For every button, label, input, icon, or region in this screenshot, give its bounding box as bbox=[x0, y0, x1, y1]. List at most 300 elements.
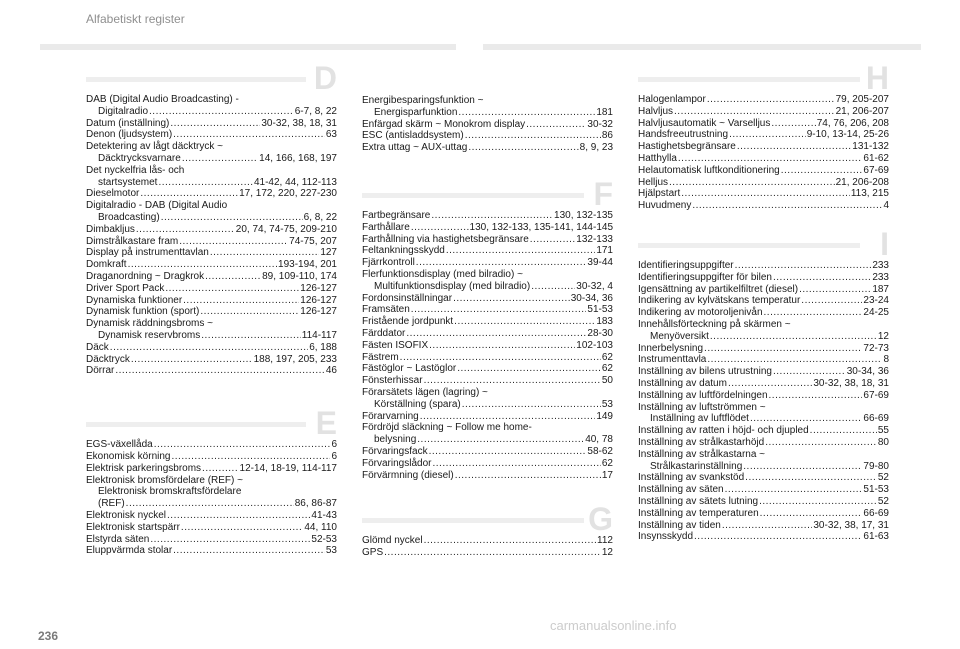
entry-label: Indikering av kylvätskans temperatur bbox=[638, 295, 801, 307]
index-entry bbox=[86, 283, 337, 295]
entry-label: Multifunktionsdisplay (med bilradio) bbox=[374, 280, 531, 292]
section-entries-e-cont bbox=[362, 95, 613, 154]
entry-label: Förarvarning bbox=[362, 410, 419, 422]
dot-leader bbox=[455, 470, 601, 482]
dot-leader bbox=[424, 375, 601, 387]
page-number: 236 bbox=[38, 629, 59, 643]
index-entry bbox=[86, 271, 337, 283]
index-entry bbox=[362, 316, 613, 328]
entry-pages: 113, 215 bbox=[850, 188, 889, 200]
dot-leader bbox=[458, 107, 595, 119]
entry-pages: 86 bbox=[601, 130, 613, 142]
entry-label: belysning bbox=[374, 434, 417, 446]
index-entry bbox=[362, 245, 613, 257]
entry-pages: 67-69 bbox=[863, 389, 889, 401]
index-entry bbox=[638, 307, 889, 319]
index-entry bbox=[638, 106, 889, 118]
entry-pages: 66-69 bbox=[863, 413, 889, 425]
index-entry bbox=[638, 129, 889, 141]
entry-pages: 6-7, 8, 22 bbox=[294, 105, 337, 117]
entry-row bbox=[362, 245, 613, 257]
entry-label: Fästöglor ~ Lastöglor bbox=[362, 363, 457, 375]
entry-row bbox=[638, 118, 889, 130]
entry-label: Däck bbox=[86, 341, 109, 353]
index-entry bbox=[362, 446, 613, 458]
entry-row bbox=[362, 470, 613, 482]
entry-label: Digitalradio bbox=[98, 105, 149, 117]
section-letter: F bbox=[593, 175, 613, 212]
entry-heading-line: Elektronisk bromskraftsfördelare bbox=[98, 486, 242, 498]
index-entry bbox=[638, 284, 889, 296]
entry-pages: 112 bbox=[597, 535, 613, 547]
entry-row bbox=[362, 107, 613, 119]
entry-row bbox=[86, 295, 337, 307]
entry-row bbox=[86, 247, 337, 259]
entry-label: Inställning av temperaturen bbox=[638, 507, 759, 519]
section-entries-f bbox=[362, 210, 613, 481]
entry-pages: 51-53 bbox=[587, 304, 613, 316]
entry-pages: 40, 78 bbox=[585, 434, 613, 446]
index-column-1 bbox=[86, 62, 337, 557]
index-entry bbox=[362, 363, 613, 375]
entry-row bbox=[638, 165, 889, 177]
index-entry bbox=[86, 129, 337, 141]
entry-pages: 114-117 bbox=[301, 329, 337, 341]
entry-pages: 149 bbox=[596, 410, 613, 422]
entry-row bbox=[86, 129, 337, 141]
index-entry bbox=[638, 200, 889, 212]
dot-leader bbox=[764, 307, 863, 319]
dot-leader bbox=[773, 366, 846, 378]
section-entries-d bbox=[86, 94, 337, 377]
dot-leader bbox=[158, 177, 253, 189]
entry-row bbox=[86, 451, 337, 463]
entry-label: Elektronisk startspärr bbox=[86, 521, 180, 533]
entry-pages: 233 bbox=[872, 271, 889, 283]
index-entry bbox=[638, 449, 889, 473]
entry-row bbox=[638, 461, 889, 473]
section-entries-g bbox=[362, 535, 613, 559]
entry-label: Förvaringslådor bbox=[362, 457, 432, 469]
index-entry bbox=[86, 534, 337, 546]
entry-pages: 44, 110 bbox=[304, 521, 337, 533]
entry-pages: 30-32 bbox=[587, 118, 613, 130]
entry-label: Handsfreeutrustning bbox=[638, 129, 729, 141]
dot-leader bbox=[465, 130, 601, 142]
dot-leader bbox=[400, 352, 601, 364]
entry-heading-line: Inställning av strålkastarna ~ bbox=[638, 448, 766, 460]
entry-label: EGS-växellåda bbox=[86, 439, 153, 451]
dot-leader bbox=[431, 210, 553, 222]
entry-row bbox=[86, 177, 337, 189]
dot-leader bbox=[801, 295, 862, 307]
dot-leader bbox=[765, 437, 877, 449]
entry-label: Halogenlampor bbox=[638, 94, 706, 105]
header-rule-right bbox=[483, 44, 921, 50]
dot-leader bbox=[725, 484, 863, 496]
index-entry bbox=[362, 387, 613, 411]
entry-label: Förvaringsfack bbox=[362, 445, 428, 457]
dot-leader bbox=[674, 106, 835, 118]
dot-leader bbox=[710, 331, 877, 343]
index-entry bbox=[638, 402, 889, 426]
entry-pages: 6 bbox=[331, 439, 337, 451]
entry-row bbox=[86, 188, 337, 200]
entry-label: Extra uttag ~ AUX-uttag bbox=[362, 142, 468, 154]
entry-label: Dynamisk funktion (sport) bbox=[86, 306, 200, 318]
entry-heading-line: Digitalradio - DAB (Digital Audio bbox=[86, 200, 228, 212]
entry-row bbox=[362, 130, 613, 142]
entry-row bbox=[638, 390, 889, 402]
section-letter: I bbox=[880, 225, 889, 262]
entry-label: Däcktryck bbox=[86, 353, 130, 365]
entry-row bbox=[638, 295, 889, 307]
entry-row bbox=[86, 153, 337, 165]
dot-leader bbox=[165, 283, 299, 295]
entry-row bbox=[638, 94, 889, 106]
entry-pages: 80 bbox=[877, 436, 889, 448]
dot-leader bbox=[200, 306, 299, 318]
index-entry bbox=[362, 234, 613, 246]
index-entry bbox=[86, 295, 337, 307]
index-entry bbox=[86, 365, 337, 377]
entry-pages: 52 bbox=[877, 472, 889, 484]
index-entry bbox=[362, 304, 613, 316]
entry-label: Fjärrkontroll bbox=[362, 257, 415, 269]
section-rule bbox=[362, 193, 584, 198]
entry-pages: 17, 172, 220, 227-230 bbox=[239, 188, 337, 200]
entry-pages: 6 bbox=[331, 450, 337, 462]
dot-leader bbox=[743, 461, 862, 473]
entry-row bbox=[638, 141, 889, 153]
entry-label: Elektrisk parkeringsbroms bbox=[86, 462, 202, 474]
dot-leader bbox=[707, 354, 882, 366]
dot-leader bbox=[728, 378, 812, 390]
entry-pages: 4 bbox=[883, 200, 889, 212]
entry-label: startsystemet bbox=[98, 176, 158, 188]
entry-label: Elektronisk nyckel bbox=[86, 509, 167, 521]
index-entry bbox=[86, 118, 337, 130]
section-header-h bbox=[638, 62, 889, 94]
dot-leader bbox=[773, 272, 871, 284]
entry-row bbox=[362, 210, 613, 222]
entry-row bbox=[638, 520, 889, 532]
dot-leader bbox=[468, 142, 578, 154]
dot-leader bbox=[457, 363, 601, 375]
entry-row bbox=[638, 437, 889, 449]
entry-label: Hjälpstart bbox=[638, 188, 681, 200]
entry-row bbox=[86, 118, 337, 130]
entry-pages: 41-43 bbox=[311, 509, 337, 521]
entry-label: GPS bbox=[362, 547, 384, 559]
entry-row bbox=[86, 283, 337, 295]
entry-row bbox=[638, 366, 889, 378]
entry-label: Körställning (spara) bbox=[374, 398, 461, 410]
dot-leader bbox=[446, 245, 595, 257]
entry-pages: 126-127 bbox=[300, 282, 337, 294]
index-entry bbox=[86, 236, 337, 248]
dot-leader bbox=[170, 118, 260, 130]
entry-row bbox=[86, 330, 337, 342]
index-entry bbox=[638, 520, 889, 532]
entry-label: Display på instrumenttavlan bbox=[86, 247, 209, 259]
entry-pages: 30-32, 38, 18, 31 bbox=[813, 377, 889, 389]
index-column-2 bbox=[362, 95, 613, 559]
entry-label: Instrumenttavla bbox=[638, 354, 707, 366]
entry-label: Hastighetsbegränsare bbox=[638, 141, 736, 153]
entry-pages: 171 bbox=[596, 245, 613, 257]
entry-label: Helljus bbox=[638, 176, 669, 188]
entry-row bbox=[86, 354, 337, 366]
index-entry bbox=[362, 340, 613, 352]
entry-pages: 24-25 bbox=[863, 307, 889, 319]
index-entry bbox=[638, 118, 889, 130]
entry-label: Inställning av datum bbox=[638, 377, 727, 389]
entry-label: Förvärmning (diesel) bbox=[362, 469, 454, 481]
dot-leader bbox=[154, 439, 331, 451]
entry-label: Helautomatisk luftkonditionering bbox=[638, 164, 780, 176]
dot-leader bbox=[735, 260, 872, 272]
entry-heading-line: Detektering av lågt däcktryck ~ bbox=[86, 141, 224, 153]
index-entry bbox=[638, 508, 889, 520]
index-entry bbox=[638, 425, 889, 437]
dot-leader bbox=[210, 247, 319, 259]
entry-pages: 30-32, 38, 18, 31 bbox=[261, 117, 337, 129]
entry-row bbox=[638, 307, 889, 319]
dot-leader bbox=[462, 399, 601, 411]
entry-row bbox=[362, 458, 613, 470]
entry-label: Inställning av säten bbox=[638, 484, 724, 496]
section-header-i bbox=[638, 225, 889, 262]
entry-pages: 193-194, 201 bbox=[278, 259, 337, 271]
entry-pages: 30-32, 38, 17, 31 bbox=[813, 519, 889, 531]
entry-label: Menyöversikt bbox=[650, 330, 709, 342]
index-entry bbox=[86, 306, 337, 318]
dot-leader bbox=[759, 496, 877, 508]
section-rule bbox=[86, 77, 306, 82]
entry-row bbox=[86, 545, 337, 557]
index-entry bbox=[362, 210, 613, 222]
index-entry bbox=[86, 141, 337, 165]
entry-label: Dynamiska funktioner bbox=[86, 294, 183, 306]
entry-pages: 39-44 bbox=[587, 257, 613, 269]
entry-pages: 30-34, 36 bbox=[570, 292, 613, 304]
index-entry bbox=[638, 366, 889, 378]
entry-row bbox=[362, 328, 613, 340]
entry-row bbox=[86, 259, 337, 271]
entry-label: ESC (antisladdsystem) bbox=[362, 130, 464, 142]
section-letter: G bbox=[588, 501, 613, 538]
section-entries-e bbox=[86, 439, 337, 557]
entry-label: Fartbegränsare bbox=[362, 209, 431, 221]
entry-pages: 74, 76, 206, 208 bbox=[816, 117, 889, 129]
dot-leader bbox=[750, 413, 862, 425]
entry-label: Fästen ISOFIX bbox=[362, 339, 429, 351]
entry-pages: 14, 166, 168, 197 bbox=[259, 152, 337, 164]
entry-pages: 66-69 bbox=[863, 507, 889, 519]
entry-row bbox=[362, 316, 613, 328]
dot-leader bbox=[171, 451, 330, 463]
section-rule bbox=[362, 518, 584, 523]
index-entry bbox=[638, 177, 889, 189]
entry-pages: 86, 86-87 bbox=[294, 498, 337, 510]
entry-label: Broadcasting) bbox=[98, 211, 160, 223]
entry-label: Inställning av svankstöd bbox=[638, 472, 745, 484]
entry-row bbox=[638, 378, 889, 390]
dot-leader bbox=[771, 118, 815, 130]
entry-row bbox=[362, 411, 613, 423]
entry-row bbox=[638, 284, 889, 296]
entry-pages: 187 bbox=[872, 283, 889, 295]
entry-row bbox=[638, 343, 889, 355]
dot-leader bbox=[416, 257, 587, 269]
entry-pages: 61-63 bbox=[863, 531, 889, 543]
entry-row bbox=[362, 340, 613, 352]
index-entry bbox=[638, 165, 889, 177]
section-entries-h bbox=[638, 94, 889, 212]
index-entry bbox=[362, 411, 613, 423]
entry-pages: 12-14, 18-19, 114-117 bbox=[239, 462, 337, 474]
entry-row bbox=[638, 425, 889, 437]
dot-leader bbox=[799, 284, 871, 296]
index-entry bbox=[638, 437, 889, 449]
dot-leader bbox=[745, 472, 877, 484]
entry-pages: 20, 74, 74-75, 209-210 bbox=[235, 223, 337, 235]
entry-label: Inställning av strålkastarhöjd bbox=[638, 436, 765, 448]
entry-row bbox=[86, 522, 337, 534]
entry-heading-line: Dynamisk räddningsbroms ~ bbox=[86, 318, 213, 330]
dot-leader bbox=[810, 425, 877, 437]
index-entry bbox=[86, 463, 337, 475]
entry-heading-line: Energibesparingsfunktion ~ bbox=[362, 95, 484, 106]
index-entry bbox=[362, 257, 613, 269]
entry-heading-line: Elektronisk bromsfördelare (REF) ~ bbox=[86, 474, 243, 486]
dot-leader bbox=[453, 293, 570, 305]
index-entry bbox=[638, 378, 889, 390]
entry-pages: 30-32, 4 bbox=[576, 280, 613, 292]
entry-label: Elstyrda säten bbox=[86, 533, 150, 545]
entry-row bbox=[638, 153, 889, 165]
entry-row bbox=[638, 508, 889, 520]
entry-pages: 63 bbox=[325, 129, 337, 141]
index-entry bbox=[362, 458, 613, 470]
entry-label: Indikering av motoroljenivån bbox=[638, 307, 763, 319]
dot-leader bbox=[429, 340, 575, 352]
entry-row bbox=[362, 222, 613, 234]
index-entry bbox=[638, 141, 889, 153]
entry-label: Inställning av ratten i höjd- och djupled bbox=[638, 425, 809, 437]
dot-leader bbox=[179, 236, 288, 248]
index-entry bbox=[86, 522, 337, 534]
entry-label: Dieselmotor bbox=[86, 188, 140, 200]
entry-row bbox=[86, 306, 337, 318]
section-rule bbox=[638, 243, 860, 248]
entry-label: Dimbakljus bbox=[86, 223, 135, 235]
entry-label: Strålkastarinställning bbox=[650, 460, 743, 472]
index-entry bbox=[86, 94, 337, 118]
index-entry bbox=[86, 545, 337, 557]
index-entry bbox=[638, 295, 889, 307]
entry-label: Feltankningsskydd bbox=[362, 245, 445, 257]
entry-pages: 46 bbox=[325, 365, 337, 377]
entry-pages: 8, 9, 23 bbox=[579, 142, 613, 154]
index-entry bbox=[362, 119, 613, 131]
index-entry bbox=[362, 293, 613, 305]
index-entry bbox=[638, 484, 889, 496]
entry-pages: 41-42, 44, 112-113 bbox=[253, 176, 337, 188]
dot-leader bbox=[202, 463, 238, 475]
entry-pages: 8 bbox=[883, 354, 889, 366]
index-entry bbox=[638, 472, 889, 484]
index-entry bbox=[362, 222, 613, 234]
dot-leader bbox=[707, 94, 835, 106]
index-entry bbox=[362, 142, 613, 154]
dot-leader bbox=[183, 295, 299, 307]
entry-label: Halvljus bbox=[638, 105, 674, 117]
entry-pages: 58-62 bbox=[587, 445, 613, 457]
dot-leader bbox=[729, 129, 806, 141]
entry-row bbox=[362, 446, 613, 458]
entry-label: Identifieringsuppgifter för bilen bbox=[638, 271, 772, 283]
entry-row bbox=[86, 463, 337, 475]
entry-row bbox=[86, 365, 337, 377]
entry-label: (REF) bbox=[98, 498, 125, 510]
dot-leader bbox=[411, 222, 469, 234]
section-header-d bbox=[86, 62, 337, 94]
entry-pages: 21, 206-208 bbox=[835, 176, 889, 188]
entry-label: Ekonomisk körning bbox=[86, 450, 171, 462]
section-letter: E bbox=[315, 405, 337, 442]
entry-row bbox=[86, 236, 337, 248]
entry-label: Glömd nyckel bbox=[362, 535, 423, 547]
dot-leader bbox=[420, 411, 596, 423]
entry-row bbox=[362, 281, 613, 293]
entry-pages: 181 bbox=[596, 106, 613, 118]
section-entries-i bbox=[638, 260, 889, 543]
index-column-3 bbox=[638, 62, 889, 543]
index-entry bbox=[362, 95, 613, 119]
index-entry bbox=[638, 94, 889, 106]
entry-row bbox=[362, 363, 613, 375]
index-entry bbox=[638, 496, 889, 508]
entry-pages: 89, 109-110, 174 bbox=[262, 270, 337, 282]
entry-label: Huvudmeny bbox=[638, 200, 692, 212]
entry-row bbox=[638, 200, 889, 212]
dot-leader bbox=[704, 343, 862, 355]
entry-row bbox=[362, 547, 613, 559]
entry-row bbox=[362, 234, 613, 246]
entry-row bbox=[362, 399, 613, 411]
entry-row bbox=[86, 498, 337, 510]
dot-leader bbox=[136, 224, 235, 236]
entry-row bbox=[86, 534, 337, 546]
entry-pages: 12 bbox=[601, 547, 613, 559]
entry-label: Denon (ljudsystem) bbox=[86, 129, 173, 141]
entry-pages: 62 bbox=[601, 351, 613, 363]
entry-label: Dimstrålkastare fram bbox=[86, 235, 179, 247]
index-entry bbox=[362, 130, 613, 142]
index-entry bbox=[638, 153, 889, 165]
entry-row bbox=[638, 496, 889, 508]
entry-row bbox=[638, 472, 889, 484]
page-header: Alfabetiskt register bbox=[86, 12, 185, 26]
entry-pages: 61-62 bbox=[863, 152, 889, 164]
entry-label: Energisparfunktion bbox=[374, 106, 458, 118]
entry-label: Farthållare bbox=[362, 221, 410, 233]
dot-leader bbox=[161, 212, 303, 224]
entry-row bbox=[86, 106, 337, 118]
entry-label: Driver Sport Pack bbox=[86, 282, 165, 294]
